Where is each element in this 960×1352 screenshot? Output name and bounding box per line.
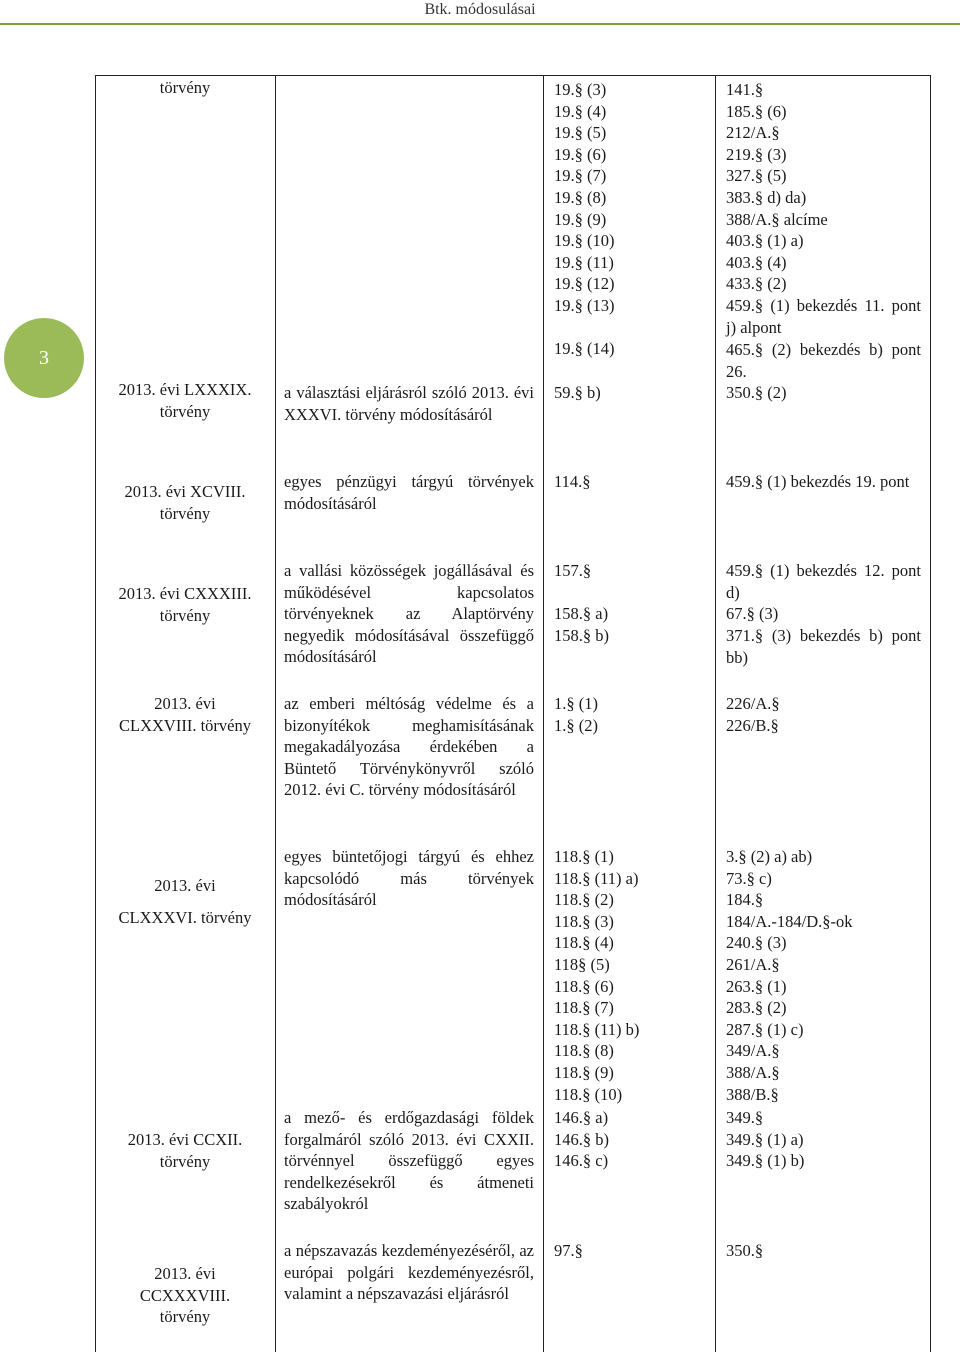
old-sections-cell: 146.§ a) 146.§ b) 146.§ c) [554, 1108, 609, 1171]
old-sections-cell: 114.§ [554, 472, 591, 491]
law-cell: 2013. évi CLXXVIII. törvény [119, 694, 251, 735]
law-cell: 2013. évi XCVIII. törvény [124, 482, 246, 523]
law-cell: 2013. évi CLXXXVI. törvény [118, 876, 252, 927]
column-divider-2 [543, 75, 544, 1352]
new-sections-cell: 459.§ (1) bekezdés 19. pont [726, 472, 910, 491]
subject-cell: a választási eljárásról szóló 2013. évi XXXVI. törvény módosításáról [284, 383, 534, 424]
old-sections-cell: 157.§ 158.§ a) 158.§ b) [554, 561, 609, 645]
new-sections-cell: 226/A.§ 226/B.§ [726, 694, 780, 735]
running-header: Btk. módosulásai [424, 1, 536, 18]
subject-cell: egyes pénzügyi tárgyú törvények módosításáról [284, 472, 534, 513]
law-cell: 2013. évi CXXXIII. törvény [118, 584, 252, 625]
new-sections-cell: 465.§ (2) bekezdés b) pont 26. [726, 340, 921, 381]
old-sections-cell: 59.§ b) [554, 383, 601, 402]
old-sections-cell: 19.§ (3) 19.§ (4) 19.§ (5) 19.§ (6) 19.§ (7) 19.§ (8) 19.§ (9) 19.§ (10) 19.§ (11) 19.§ (12) 19.§ (13) 19.§ (14) [554, 80, 615, 359]
subject-cell: egyes büntetőjogi tárgyú és ehhez kapcsolódó más törvények módosításáról [284, 847, 534, 910]
new-sections-cell: 3.§ (2) a) ab) 73.§ c) 184.§ 184/A.-184/D.§-ok 240.§ (3) 261/A.§ 263.§ (1) 283.§ (2) 287.§ (1) c) 349/A.§ 388/A.§ 388/B.§ [726, 847, 853, 1104]
new-sections-cell: 459.§ (1) bekezdés 12. pont d) [726, 561, 921, 602]
new-sections-cell: 350.§ [726, 1241, 764, 1260]
new-sections-cell: 371.§ (3) bekezdés b) pont bb) [726, 626, 921, 667]
law-cell: törvény 2013. évi LXXXIX. törvény [118, 78, 252, 421]
page-number-badge: 3 [4, 318, 84, 398]
new-sections-cell: 141.§ 185.§ (6) 212/A.§ 219.§ (3) 327.§ (5) 383.§ d) da) 388/A.§ alcíme 403.§ (1) a) 403.§ (4) 433.§ (2) [726, 80, 828, 294]
old-sections-cell: 118.§ (1) 118.§ (11) a) 118.§ (2) 118.§ (3) 118.§ (4) 118§ (5) 118.§ (6) 118.§ (7) 118.§ (11) b) 118.§ (8) 118.§ (9) 118.§ (10) [554, 847, 640, 1104]
new-sections-cell: 349.§ 349.§ (1) a) 349.§ (1) b) [726, 1108, 805, 1171]
old-sections-cell: 1.§ (1) 1.§ (2) [554, 694, 598, 735]
law-cell: 2013. évi CCXII. törvény [127, 1130, 243, 1171]
new-sections-cell: 67.§ (3) [726, 604, 779, 623]
new-sections-cell: 350.§ (2) [726, 383, 787, 402]
old-sections-cell: 97.§ [554, 1241, 583, 1260]
table-border-top [95, 75, 931, 76]
column-divider-1 [275, 75, 276, 1352]
subject-cell: a népszavazás kezdeményezéséről, az európai polgári kezdeményezésről, valamint a népszavazási eljárásról [284, 1241, 534, 1304]
subject-cell: a mező- és erdőgazdasági földek forgalmáról szóló 2013. évi CXXII. törvénnyel összefüggő egyes rendelkezésekről és átmeneti szabályokról [284, 1108, 534, 1214]
subject-cell: az emberi méltóság védelme és a bizonyítékok meghamisításának megakadályozása érdekében a Büntető Törvénykönyvről szóló 2012. évi C. törvény módosításáról [284, 694, 534, 800]
header-rule [0, 23, 960, 25]
new-sections-cell: 459.§ (1) bekezdés 11. pont j) alpont [726, 296, 921, 337]
law-cell: 2013. évi CCXXXVIII. törvény [139, 1264, 231, 1327]
table-border-left [95, 75, 96, 1352]
column-divider-3 [715, 75, 716, 1352]
amendments-table [95, 75, 931, 1352]
subject-cell: a vallási közösségek jogállásával és működésével kapcsolatos törvényeknek az Alaptörvény negyedik módosításával összefüggő módosításáról [284, 561, 534, 667]
table-border-right [930, 75, 931, 1352]
